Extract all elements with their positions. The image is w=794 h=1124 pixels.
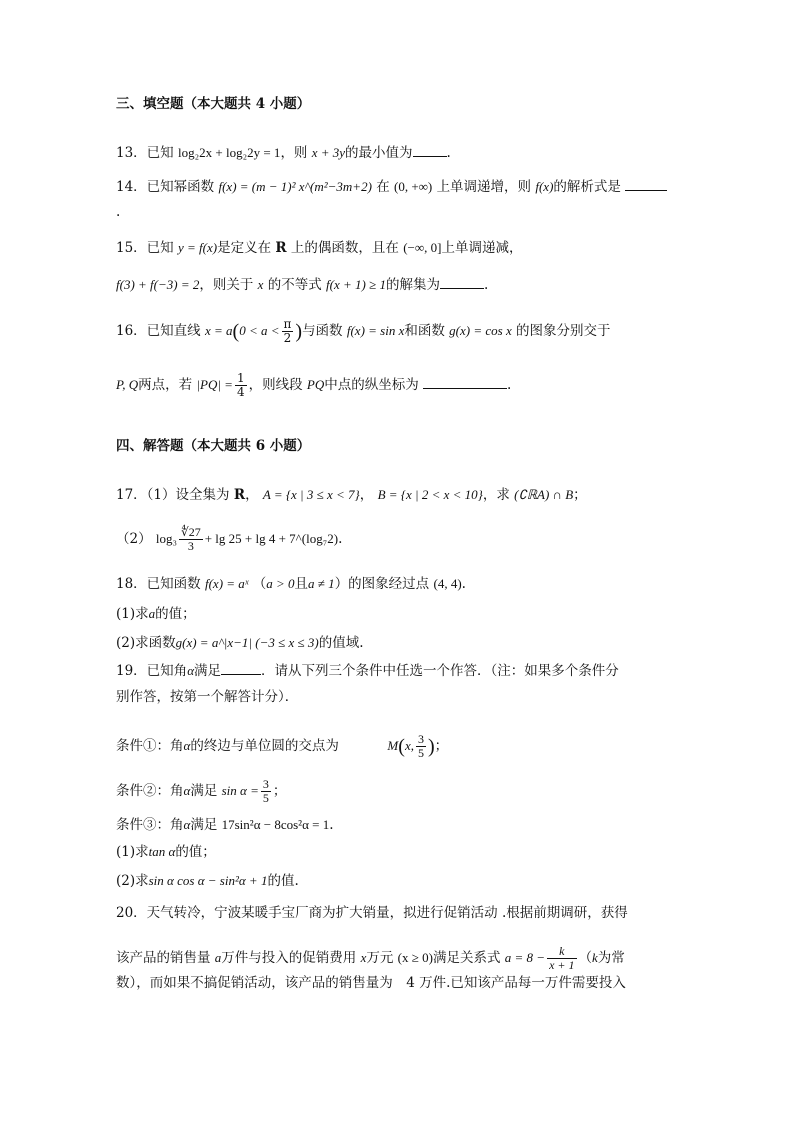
q19-part2 bbox=[116, 872, 299, 890]
frac-denominator: 5 bbox=[417, 746, 424, 760]
q16-one-quarter bbox=[235, 372, 247, 399]
condition-1-point-name: M bbox=[387, 738, 399, 753]
q16-paren-close: ) bbox=[295, 320, 303, 343]
q16-number: 16．已知直线 bbox=[116, 323, 201, 339]
q19-expression: sin α cos α − sin²α + 1 bbox=[148, 873, 268, 888]
q16-cos-func: g(x) = cos x bbox=[449, 323, 512, 338]
answer-blank bbox=[221, 662, 261, 675]
q13-number: 13．已知 bbox=[116, 145, 174, 161]
section-heading-solutions: 四、解答题（本大题共 6 小题） bbox=[116, 438, 311, 454]
q14-interval: (0, +∞) bbox=[394, 179, 433, 194]
q18-cond-2: a ≠ 1 bbox=[308, 576, 335, 591]
answer-blank bbox=[440, 276, 484, 289]
q17-set-a: A = {x | 3 ≤ x < 7} bbox=[262, 487, 360, 502]
q18-point: (4, 4) bbox=[433, 576, 462, 591]
condition-2-fraction bbox=[261, 778, 271, 805]
q20-text: 该产品的销售量 bbox=[116, 950, 211, 966]
q17-text: ，求 bbox=[482, 487, 510, 503]
condition-2-sin: sin α = bbox=[221, 783, 259, 798]
q20-var-a: a bbox=[214, 950, 222, 965]
q18-part2 bbox=[116, 634, 364, 652]
q13-target-expr: x + 3y bbox=[311, 145, 346, 160]
q16-text-5: ，则线段 bbox=[248, 377, 303, 393]
q16-segment: PQ bbox=[306, 377, 325, 392]
q14-end: . bbox=[116, 204, 121, 220]
q18-part1-text: 的值； bbox=[155, 606, 196, 622]
q19-condition-1 bbox=[116, 733, 448, 760]
q19-alpha: α bbox=[183, 783, 191, 798]
q18-end: . bbox=[461, 576, 466, 592]
question-15-cont bbox=[116, 276, 488, 294]
q16-sin-func: f(x) = sin x bbox=[346, 323, 405, 338]
q20-text-2: 万件与投入的促销费用 bbox=[221, 950, 357, 966]
frac-numerator: π bbox=[283, 317, 292, 331]
q16-pi-over-2 bbox=[282, 318, 294, 345]
q13-text: ，则 bbox=[280, 145, 308, 161]
question-17 bbox=[116, 486, 587, 504]
condition-1-text: 的终边与单位圆的交点为 bbox=[190, 738, 339, 754]
q14-number: 14．已知幂函数 bbox=[116, 179, 215, 195]
frac-numerator: ∜27 bbox=[181, 525, 201, 539]
q15-interval: (−∞, 0] bbox=[403, 240, 442, 255]
q17-comma: ， bbox=[245, 487, 259, 503]
frac-numerator: 1 bbox=[236, 371, 245, 385]
q15-end: . bbox=[483, 277, 489, 293]
q16-range: 0 < a < bbox=[239, 323, 280, 338]
question-13 bbox=[116, 144, 451, 162]
q19-alpha: α bbox=[183, 738, 191, 753]
q19-number: 19．已知角 bbox=[116, 663, 188, 679]
q17-root-fraction bbox=[179, 526, 203, 553]
q17-part2-label: （2） bbox=[116, 531, 152, 547]
q19-part1-text: 的值； bbox=[175, 844, 216, 860]
q20-text-3: 万元 bbox=[366, 950, 394, 966]
q16-line-eq: x = a bbox=[204, 323, 233, 338]
condition-1-label: 条件①：角 bbox=[116, 738, 184, 754]
q20-var-k: k bbox=[592, 950, 598, 965]
question-20-line3: 数），而如果不搞促销活动，该产品的销售量为 4 万件.已知该产品每一万件需要投入 bbox=[116, 975, 626, 991]
q20-text-5: 为常 bbox=[597, 950, 625, 966]
q19-condition-3 bbox=[116, 816, 334, 834]
q20-text-4: 满足关系式 bbox=[432, 950, 501, 966]
q14-text-3: 的解析式是 bbox=[553, 179, 621, 195]
q17-real-set: R bbox=[233, 487, 246, 503]
q13-end: . bbox=[446, 145, 451, 161]
q16-text-2: 和函数 bbox=[404, 323, 445, 339]
q20-formula: a = 8 − bbox=[504, 950, 546, 965]
answer-blank bbox=[413, 144, 447, 157]
condition-3-end: . bbox=[329, 817, 334, 833]
condition-3-text: 满足 bbox=[190, 817, 218, 833]
condition-2-label: 条件②：角 bbox=[116, 783, 184, 799]
q15-condition: f(3) + f(−3) = 2 bbox=[116, 277, 200, 292]
q19-alpha: α bbox=[183, 817, 191, 832]
q18-part1-label: (1)求 bbox=[116, 606, 149, 622]
q14-fx: f(x) bbox=[535, 179, 554, 194]
q20-condition: (x ≥ 0) bbox=[397, 950, 433, 965]
q18-part1 bbox=[116, 605, 196, 623]
q15-text-3: 上单调递减， bbox=[441, 240, 523, 256]
q18-number: 18．已知函数 bbox=[116, 576, 201, 592]
q19-part1 bbox=[116, 843, 216, 861]
q17-set-b: B = {x | 2 < x < 10} bbox=[377, 487, 483, 502]
frac-denominator: 4 bbox=[236, 385, 245, 399]
frac-denominator: x + 1 bbox=[549, 958, 575, 972]
question-19 bbox=[116, 662, 619, 680]
q14-function-expr: f(x) = (m − 1)² x^(m²−3m+2) bbox=[218, 179, 372, 194]
q16-text: 与函数 bbox=[302, 323, 343, 339]
q19-part1-label: (1)求 bbox=[116, 844, 149, 860]
q15-text-6: 的解集为 bbox=[385, 277, 440, 293]
frac-numerator: k bbox=[547, 945, 576, 959]
q18-part2-label: (2)求函数 bbox=[116, 635, 176, 651]
q15-text: 是定义在 bbox=[217, 240, 272, 256]
answer-blank bbox=[423, 376, 507, 389]
frac-denominator: 3 bbox=[187, 539, 194, 553]
q15-inequality: f(x + 1) ≥ 1 bbox=[326, 277, 386, 292]
q19-part2-text: 的值. bbox=[267, 873, 299, 889]
q19-instructions-cont: 别作答，按第一个解答计分）． bbox=[116, 689, 299, 705]
frac-numerator: 3 bbox=[417, 732, 424, 746]
question-18 bbox=[116, 575, 466, 593]
q18-text: ）的图象经过点 bbox=[334, 576, 430, 592]
q17-set-expr: (∁ℝA) ∩ B bbox=[514, 487, 574, 502]
q15-text-4: ，则关于 bbox=[199, 277, 254, 293]
q19-condition-2 bbox=[116, 778, 286, 805]
q19-instructions: ．请从下列三个条件中任选一个作答．（注：如果多个条件分 bbox=[261, 663, 619, 679]
question-16-cont bbox=[116, 372, 511, 399]
q15-function: y = f(x) bbox=[177, 240, 218, 255]
q15-number: 15．已知 bbox=[116, 240, 174, 256]
answer-blank bbox=[625, 178, 667, 191]
q17-log: log₃ bbox=[155, 531, 178, 546]
question-20-line2 bbox=[116, 945, 625, 972]
q15-text-2: 上的偶函数，且在 bbox=[290, 240, 399, 256]
q15-var: x bbox=[257, 277, 264, 292]
paren-close: ) bbox=[427, 735, 435, 758]
q17-end: ； bbox=[573, 487, 587, 503]
condition-2-text: 满足 bbox=[190, 783, 218, 799]
q17-comma-2: ， bbox=[359, 487, 374, 503]
question-14 bbox=[116, 178, 667, 196]
paren-open: ( bbox=[398, 735, 405, 758]
q18-cond-1: a > 0 bbox=[266, 576, 295, 591]
q16-text-3: 的图象分别交于 bbox=[516, 323, 611, 339]
q15-text-5: 的不等式 bbox=[267, 277, 322, 293]
q16-end: . bbox=[507, 377, 512, 393]
q14-text-2: 上单调递增，则 bbox=[436, 179, 532, 195]
section-heading-fill-in: 三、填空题（本大题共 4 小题） bbox=[116, 96, 311, 112]
q19-tan: tan α bbox=[148, 844, 176, 859]
q18-part2-text: 的值域. bbox=[318, 635, 364, 651]
q17-end-2: . bbox=[338, 531, 343, 547]
q13-text-2: 的最小值为 bbox=[345, 145, 413, 161]
q18-var-a: a bbox=[148, 606, 156, 621]
q19-text: 满足 bbox=[194, 663, 222, 679]
q19-alpha: α bbox=[187, 663, 195, 678]
question-20: 20．天气转冷，宁波某暖手宝厂商为扩大销量，拟进行促销活动 .根据前期调研，获得 bbox=[116, 905, 628, 921]
question-17-part2 bbox=[116, 526, 342, 553]
q15-real-set: R bbox=[275, 240, 287, 256]
condition-2-end: ； bbox=[272, 783, 287, 799]
q18-paren: （ bbox=[252, 576, 267, 592]
q18-g-function: g(x) = a^|x−1| (−3 ≤ x ≤ 3) bbox=[175, 635, 319, 650]
frac-denominator: 5 bbox=[262, 791, 269, 805]
condition-3-equation: 17sin²α − 8cos²α = 1 bbox=[221, 817, 330, 832]
q20-var-x: x bbox=[360, 950, 367, 965]
q18-and: 且 bbox=[294, 576, 309, 592]
q20-fraction bbox=[547, 945, 576, 972]
q14-text: 在 bbox=[376, 179, 390, 195]
q20-paren: （ bbox=[578, 950, 592, 966]
condition-1-end: ； bbox=[434, 738, 449, 754]
question-15 bbox=[116, 239, 522, 257]
q16-paren-open: ( bbox=[232, 320, 240, 343]
q16-distance: |PQ| = bbox=[196, 377, 233, 392]
question-16 bbox=[116, 318, 611, 345]
q16-points: P, Q bbox=[116, 377, 139, 392]
q18-function: f(x) = aˣ bbox=[204, 576, 249, 591]
condition-3-label: 条件③：角 bbox=[116, 817, 184, 833]
q13-equation: log₂2x + log₂2y = 1 bbox=[177, 145, 281, 160]
q16-text-6: 中点的纵坐标为 bbox=[324, 377, 419, 393]
q16-text-4: 两点，若 bbox=[138, 377, 193, 393]
frac-denominator: 2 bbox=[283, 331, 292, 345]
q17-rest-expr: + lg 25 + lg 4 + 7^(log₇2) bbox=[204, 531, 339, 546]
frac-numerator: 3 bbox=[262, 777, 269, 791]
q17-number: 17．（1）设全集为 bbox=[116, 487, 230, 503]
q19-part2-label: (2)求 bbox=[116, 873, 149, 889]
condition-1-fraction bbox=[416, 733, 426, 760]
condition-1-x: x, bbox=[404, 738, 414, 753]
